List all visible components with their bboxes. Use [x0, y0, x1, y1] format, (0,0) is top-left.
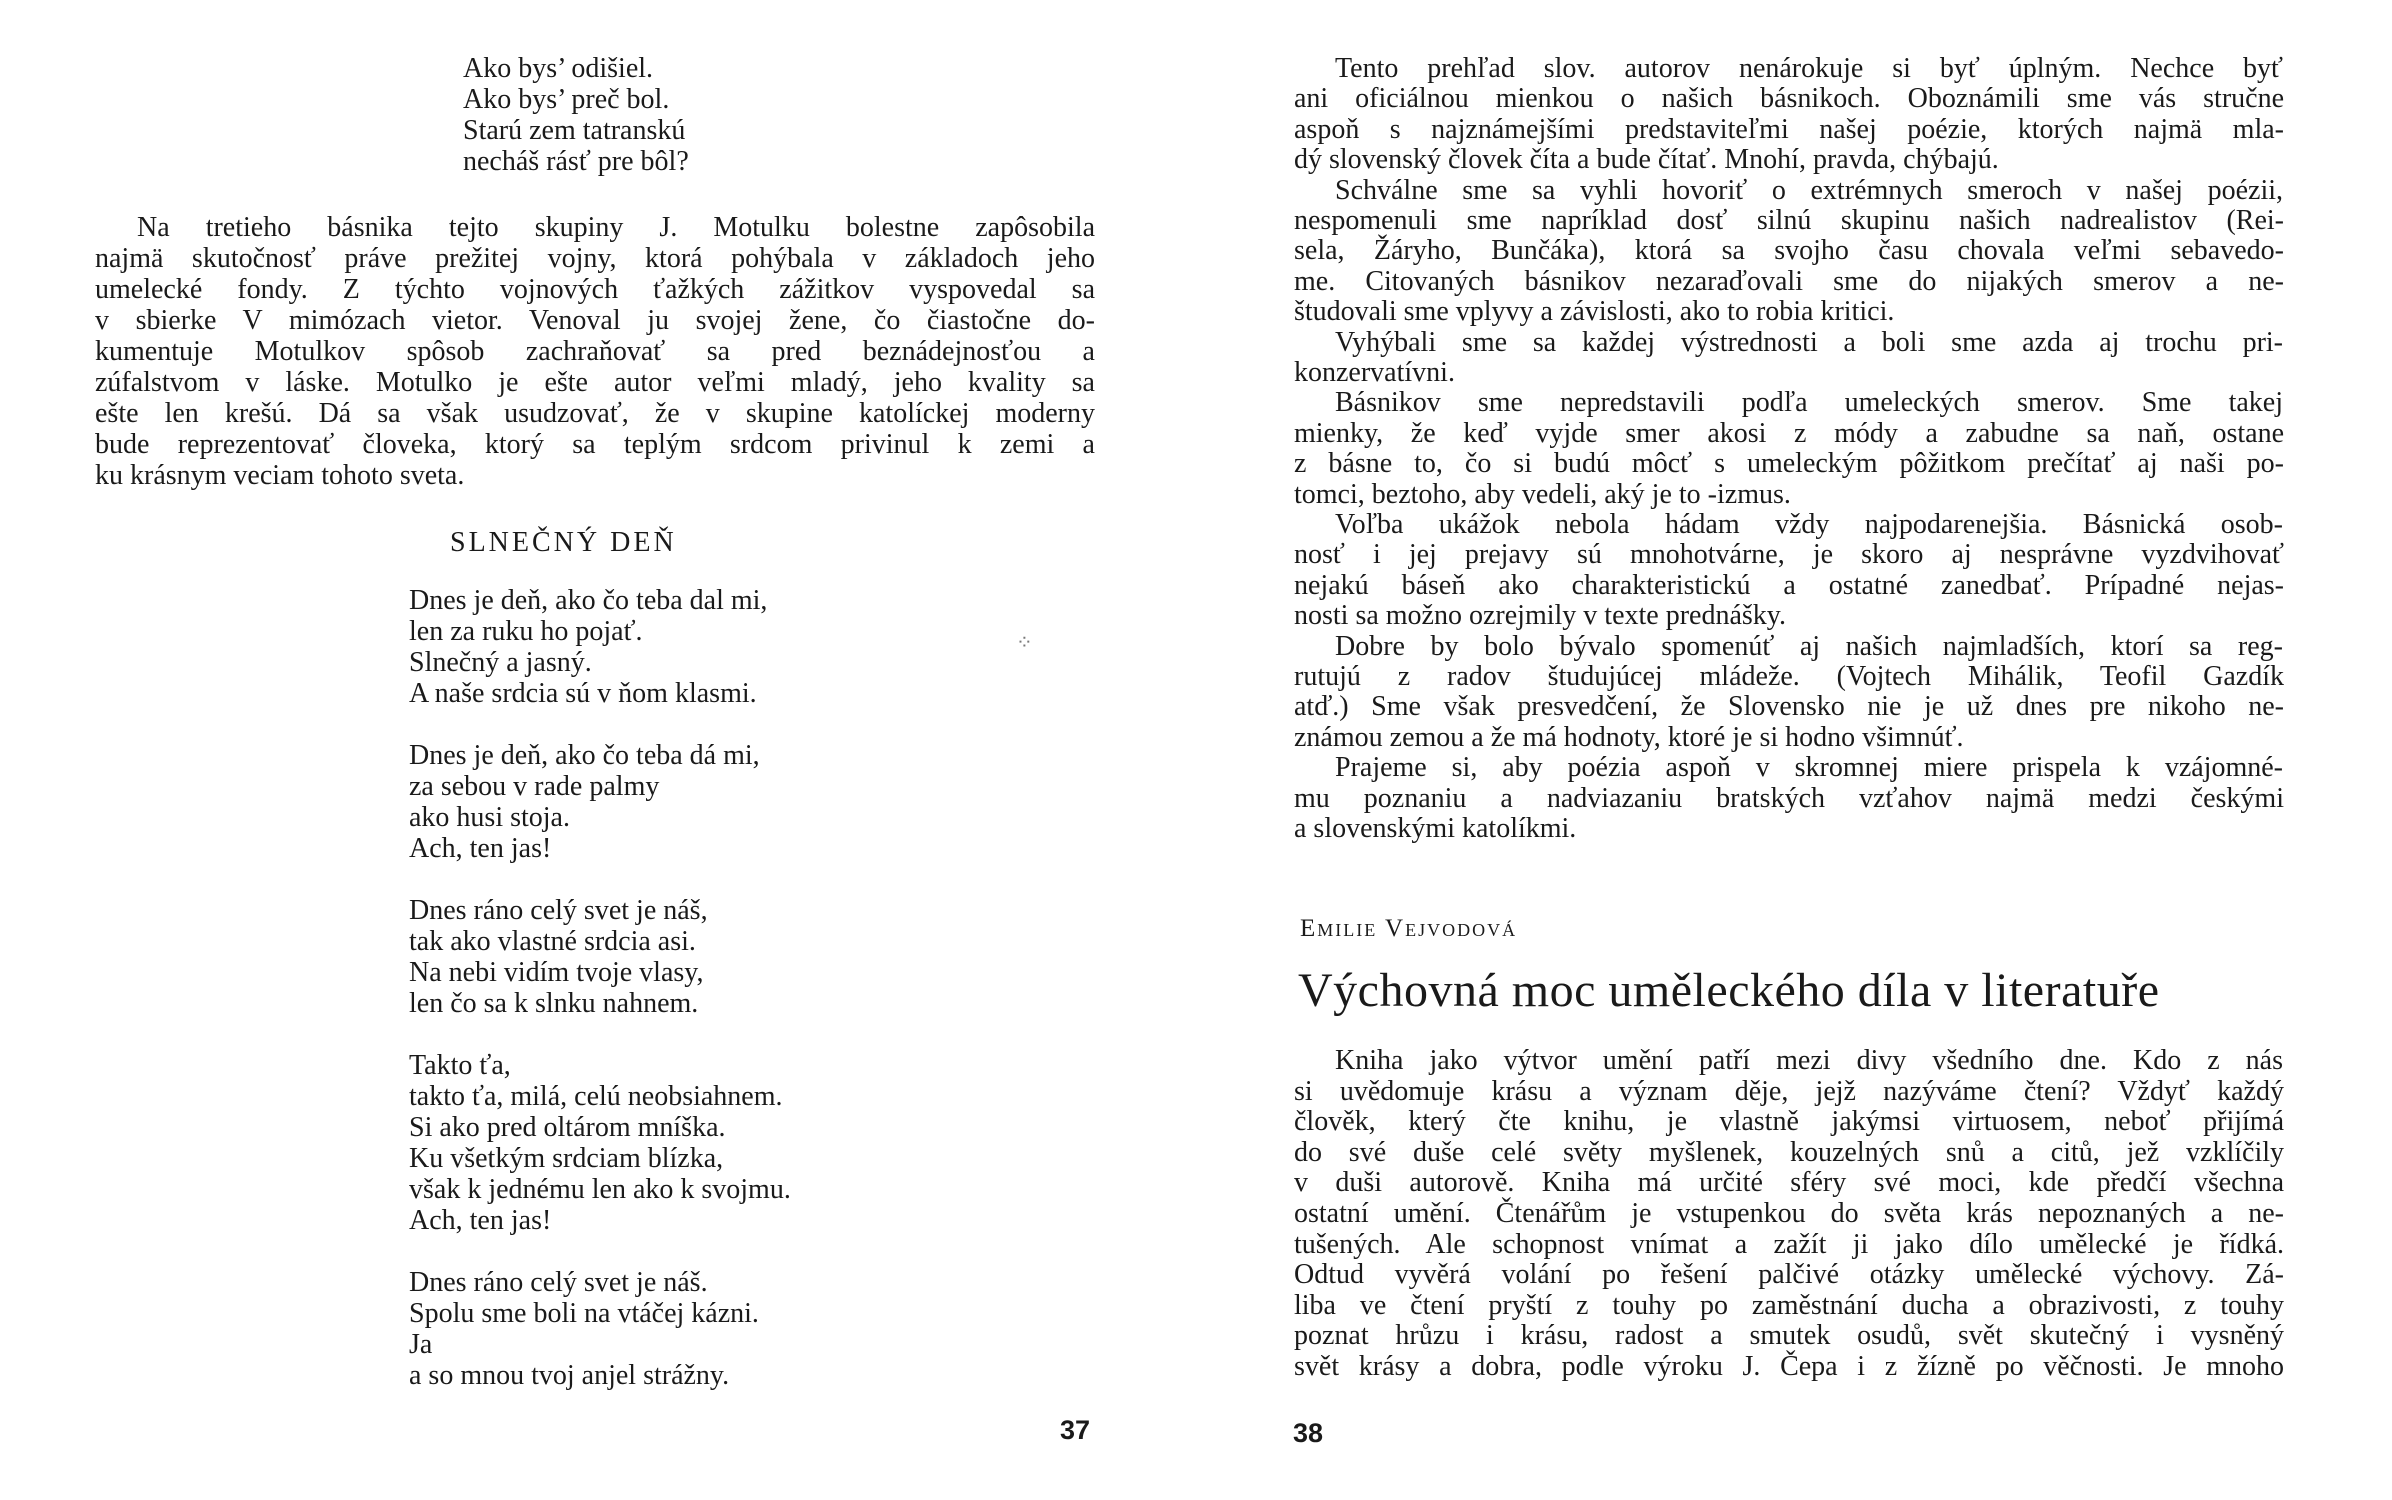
poem-line: Dnes je deň, ako čo teba dal mi, — [409, 585, 768, 616]
paragraph-line: Na tretieho básnika tejto skupiny J. Motulku bolestne zapôsobila — [137, 212, 1095, 243]
poem-line: len za ruku ho pojať. — [409, 616, 643, 647]
poem-line: Dnes ráno celý svet je náš, — [409, 895, 708, 926]
intro-text-line: rutujú z radov študujúcej mládeže. (Vojtech Mihálik, Teofil Gazdík — [1294, 661, 2284, 692]
poem-line: a so mnou tvoj anjel strážny. — [409, 1360, 730, 1391]
intro-text-line: a slovenskými katolíkmi. — [1294, 813, 1577, 844]
article-text-line: Kniha jako výtvor umění patří mezi divy všedního dne. Kdo z nás — [1335, 1045, 2283, 1076]
intro-text-line: Schválne sme sa vyhli hovoriť o extrémnych smeroch v našej poézii, — [1335, 174, 2283, 206]
intro-text-line: aspoň s najznámejšími predstaviteľmi našej poézie, ktorých najmä mla- — [1294, 113, 2284, 145]
intro-text-line: atď.) Sme však presvedčení, že Slovensko nie je už dnes pre nikoho ne- — [1294, 691, 2284, 723]
intro-text-line: mienky, že keď vyjde smer akosi z módy a zabudne sa naň, ostane — [1294, 417, 2284, 449]
article-text-line: svět krásy a dobra, podle výroku J. Čepa i z žízně po věčnosti. Je mnoho — [1294, 1351, 2284, 1382]
article-text-line: ostatní umění. Čtenářům je vstupenkou do světa krás nepoznaných a ne- — [1294, 1198, 2284, 1229]
intro-text-line: Tento prehľad slov. autorov nenárokuje si byť úplným. Nechce byť — [1335, 53, 2283, 84]
intro-text-line: Prajeme si, aby poézia aspoň v skromnej miere prispela k vzájomné- — [1335, 752, 2283, 784]
article-text-line: tušených. Ale schopnost vnímat a zažít ji jako dílo umělecké je řídká. — [1294, 1228, 2284, 1260]
poem-line: Dnes je deň, ako čo teba dá mi, — [409, 740, 760, 771]
page-number-left: 37 — [1060, 1415, 1091, 1445]
poem-line: Ach, ten jas! — [409, 1205, 552, 1236]
poem-intro-line: Starú zem tatranskú — [463, 115, 686, 146]
intro-text-line: Básnikov sme nepredstavili podľa umeleckých smerov. Sme takej — [1335, 387, 2283, 419]
intro-text-line: mu poznaniu a nadviazaniu bratských vzťahov najmä medzi českými — [1294, 782, 2284, 814]
intro-text-line: študovali sme vplyvy a závislosti, ako to robia kritici. — [1294, 296, 1895, 328]
poem-intro-line: necháš rásť pre bôl? — [463, 146, 689, 177]
poem-intro-line: Ako bys’ odišiel. — [463, 53, 654, 84]
article-text-line: do své duše celé světy myšlenek, kouzelných snů a citů, jež vzklíčily — [1294, 1136, 2284, 1168]
poem-line: takto ťa, milá, celú neobsiahnem. — [409, 1081, 783, 1112]
poem-intro-line: Ako bys’ preč bol. — [463, 84, 670, 115]
poem-line: Spolu sme boli na vtáčej kázni. — [409, 1298, 759, 1329]
paragraph-line: zúfalstvom v láske. Motulko je ešte autor veľmi mladý, jeho kvality sa — [95, 367, 1095, 398]
intro-text-line: me. Citovaných básnikov nezaraďovali sme do nijakých smerov a ne- — [1294, 265, 2284, 297]
intro-text-line: tomci, beztoho, aby vedeli, aký je to -izmus. — [1294, 478, 1791, 510]
poem-title: SLNEČNÝ DEŇ — [450, 527, 677, 558]
poem-line: tak ako vlastné srdcia asi. — [409, 926, 696, 957]
article-text-line: Odtud vyvěrá volání po řešení palčivé otázky umělecké výchovy. Zá- — [1294, 1259, 2284, 1291]
intro-text-line: Vyhýbali sme sa každej výstrednosti a boli sme azda aj trochu pri- — [1335, 326, 2283, 358]
poem-line: Ach, ten jas! — [409, 833, 552, 864]
intro-text-line: známou zemou a že má hodnoty, ktoré je si hodno všimnúť. — [1294, 721, 1964, 753]
intro-text-line: ani oficiálnou mienkou o našich básnikoch. Oboznámili sme vás stručne — [1294, 83, 2284, 115]
intro-text-line: sela, Žáryho, Bunčáka), ktorá sa svojho času chovala veľmi sebavedo- — [1294, 235, 2284, 267]
poem-line: Ja — [409, 1329, 433, 1360]
page-number-right: 38 — [1293, 1418, 1324, 1448]
poem-line: Slnečný a jasný. — [409, 647, 592, 678]
poem-line: Si ako pred oltárom mníška. — [409, 1112, 726, 1143]
intro-text-line: nosti sa možno ozrejmily v texte prednášky. — [1294, 600, 1786, 632]
article-text-line: si uvědomuje krásu a význam děje, jejž nazýváme čtení? Vždyť každý — [1294, 1075, 2284, 1107]
intro-text-line: dý slovenský človek číta a bude čítať. Mnohí, pravda, chýbajú. — [1294, 144, 1999, 176]
poem-line: však k jednému len ako k svojmu. — [409, 1174, 791, 1205]
paragraph-line: umelecké fondy. Z týchto vojnových ťažkých zážitkov vyspovedal sa — [95, 274, 1095, 305]
intro-text-line: Voľba ukážok nebola hádam vždy najpodarenejšia. Básnická osob- — [1335, 509, 2283, 540]
poem-line: Na nebi vidím tvoje vlasy, — [409, 957, 704, 988]
intro-text-line: z básne to, čo si budú môcť s umeleckým pôžitkom prečítať aj naši po- — [1294, 448, 2284, 480]
paragraph-line: bude reprezentovať človeka, ktorý sa teplým srdcom privinul k zemi a — [95, 429, 1095, 460]
poem-line: Ku všetkým srdciam blízka, — [409, 1143, 724, 1174]
print-speck: ⁘ — [1016, 632, 1033, 654]
intro-text-line: konzervatívni. — [1294, 357, 1455, 388]
paragraph-line: najmä skutočnosť práve prežitej vojny, ktorá pohýbala v základoch jeho — [95, 243, 1095, 274]
paragraph-line: v sbierke V mimózach vietor. Venoval ju svojej žene, čo čiastočne do- — [95, 305, 1095, 336]
poem-line: len čo sa k slnku nahnem. — [409, 988, 699, 1019]
article-text-line: v duši autorově. Kniha má určité sféry své moci, kde předčí všechna — [1294, 1167, 2284, 1199]
paragraph-line: ešte len krešú. Dá sa však usudzovať, že v skupine katolíckej moderny — [95, 398, 1095, 429]
article-title: Výchovná moc uměleckého díla v literatuře — [1298, 964, 2160, 1017]
paragraph-line: kumentuje Motulkov spôsob zachraňovať sa pred beznádejnosťou a — [95, 336, 1095, 367]
intro-text-line: Dobre by bolo bývalo spomenúť aj našich najmladších, ktorí sa reg- — [1335, 630, 2283, 662]
article-author: Emilie Vejvodová — [1300, 915, 1518, 942]
poem-line: Takto ťa, — [409, 1050, 511, 1081]
intro-text-line: nespomenuli sme napríklad dosť silnú skupinu našich nadrealistov (Rei- — [1294, 205, 2284, 236]
intro-text-line: nejakú báseň ako charakteristickú a ostatné zanedbať. Prípadné nejas- — [1294, 569, 2284, 601]
poem-line: za sebou v rade palmy — [409, 771, 660, 802]
poem-line: Dnes ráno celý svet je náš. — [409, 1267, 708, 1298]
article-text-line: člověk, který čte knihu, je vlastně jakýmsi virtuosem, neboť přijímá — [1294, 1106, 2284, 1138]
article-text-line: poznat hrůzu i krásu, radost a smutek osudů, svět skutečný i vysněný — [1294, 1320, 2284, 1352]
intro-text-line: nosť i jej prejavy sú mnohotvárne, je skoro aj nesprávne vyzdvihovať — [1294, 539, 2284, 571]
paragraph-line: ku krásnym veciam tohoto sveta. — [95, 460, 465, 491]
poem-line: A naše srdcia sú v ňom klasmi. — [409, 678, 757, 709]
article-text-line: liba ve čtení pryští z touhy po zaměstnání ducha a obrazivosti, z touhy — [1294, 1289, 2284, 1321]
poem-line: ako husi stoja. — [409, 802, 570, 833]
